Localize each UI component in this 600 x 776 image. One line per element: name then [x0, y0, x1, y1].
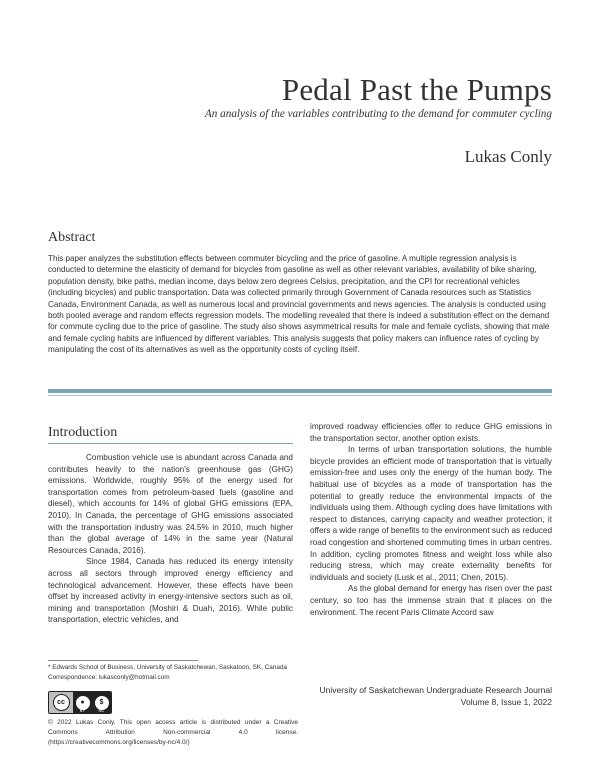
journal-name: University of Saskatchewan Undergraduate Research Journal — [319, 685, 552, 695]
correspondence-email[interactable]: lukasconly@hotmail.com — [98, 674, 170, 681]
correspondence-line — [48, 673, 287, 683]
paragraph: As the global demand for energy has risen over the past century, so too has the immense strain that it places on the environment. The recent Paris Climate Accord saw — [310, 584, 552, 617]
abstract-text: This paper analyzes the substitution effects between commuter bicycling and the price of gasoline. A multiple regression analysis is conducted to determine the elasticity of demand for bicycles from gasoline as well as other relevant variables, availability of bike sharing, population density, bike paths, median income, days below zero degrees Celsius, precipitation, and the CPI for recreational vehicles (including bicycles) and public transportation. Data was collected primarily through Government of Canada resources such as Statistics Canada, Environment Canada, as well as numerous local and provincial governments and news agencies. The analysis is conducted using both pooled average and random effects regression models. The modelling revealed that there is indeed a substitution effect on the demand for commute cycling due to the price of gasoline. The study also shows asymmetrical results for male and female cyclists, showing that male and female cycling habits are influenced by different variables. This analysis suggests that policy makers can influence rates of cycling by manipulating the cost of its alternatives as well as the opportunity costs of cycling itself. — [48, 254, 550, 355]
section-divider-thin — [48, 395, 552, 396]
dollar-crossed-icon: $ — [95, 696, 109, 710]
paragraph: Since 1984, Canada has reduced its energy intensity across all sectors through improved energy efficiency and technological advancement. However, these effects have been offset by increased activity in energy-intensive sectors such as oil, mining and transportation (Moshiri & Duah, 2016). While public transportation, electric vehicles, and — [48, 557, 293, 625]
section-divider — [48, 389, 552, 393]
introduction-underline — [48, 443, 293, 444]
cc-nc-label: NC — [98, 708, 105, 713]
paragraph: improved roadway efficiencies offer to reduce GHG emissions in the transportation sector, another option exists. — [310, 422, 552, 443]
paragraph: Combustion vehicle use is abundant across Canada and contributes heavily to the nation's greenhouse gas (GHG) emissions. Worldwide, roughly 95% of the energy used for transportation comes from petroleum-based fuels (gasoline and diesel), which accounts for 14% of global GHG emissions (EPA, 2010). In Canada, the percentage of GHG emissions associated with the transportation industry was 24.5% in 2010, much higher than the global average of 14% in the same year (Natural Resources Canada, 2016). — [48, 453, 293, 555]
abstract-heading: Abstract — [48, 230, 96, 245]
person-icon: ● — [76, 696, 90, 710]
cc-logo — [49, 692, 73, 713]
introduction-heading: Introduction — [48, 425, 118, 440]
journal-issue: Volume 8, Issue 1, 2022 — [460, 697, 552, 707]
license-text: © 2022 Lukas Conly. This open access article is distributed under a Creative Commons Attribution Non-commercial 4.0 license. (https://creativecommons.org/licenses/by-nc/4.0/) — [48, 719, 298, 746]
article-title: Pedal Past the Pumps — [281, 72, 552, 107]
article-subtitle: An analysis of the variables contributing to the demand for commuter cycling — [204, 108, 552, 120]
journal-info — [320, 684, 552, 708]
introduction-left-column — [48, 452, 293, 626]
introduction-right-column — [310, 421, 552, 618]
author-name: Lukas Conly — [464, 147, 552, 166]
footnote-divider — [48, 660, 198, 661]
cc-icon: cc — [53, 694, 70, 711]
cc-badge-labels — [73, 708, 111, 713]
affiliation-note: * Edwards School of Business, University of Saskatchewan, Saskatoon, SK, Canada — [48, 664, 288, 671]
cc-license-badge[interactable] — [48, 691, 112, 714]
cc-by-label: BY — [79, 708, 86, 713]
correspondence-label: Correspondence: — [48, 674, 98, 681]
paragraph: In terms of urban transportation solutions, the humble bicycle provides an efficient mode of transportation that is virtually emission-free and uses only the energy of the human body. The habitual use of bicycles as a mode of transportation has the potential to greatly reduce the environmental impacts of the individuals using them. Although cycling does have limitations with respect to distances, carrying capacity and weather protection, it offers a wide range of benefits to the environment such as reduced road congestion and shortened commuting times in urban centres. In addition, cycling promotes fitness and weight loss while also reducing stress, which may create externality benefits for individuals and society (Lusk et al., 2011; Chen, 2015). — [310, 445, 552, 582]
footnote — [48, 663, 287, 683]
